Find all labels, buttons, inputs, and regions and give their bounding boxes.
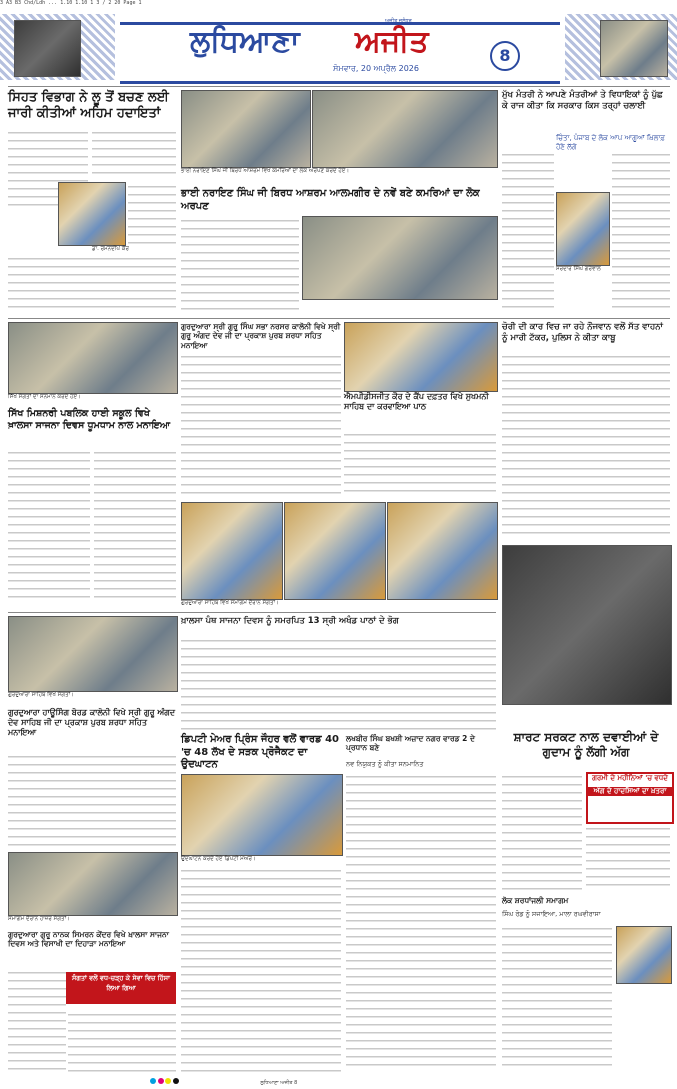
article-5-body-2: [94, 448, 176, 598]
article-1-body-3: [128, 182, 176, 244]
article-12-headline: ਲਖਬੀਰ ਸਿੰਘ ਬਖਸ਼ੀ ਅਜ਼ਾਦ ਨਗਰ ਵਾਰਡ 2 ਦੇ ਪ੍ਰਧਾਨ ਬਣੇ: [346, 734, 475, 753]
article-15-headline: ਲੋਕ ਸ਼ਰਧਾਂਜਲੀ ਸਮਾਗਮ: [502, 896, 569, 905]
print-header: 3 A3 B3 Chd/Ldh ... 1.10 1.10 1 3 / 2 20 Page 1: [0, 0, 142, 6]
footer: [0, 1078, 677, 1089]
article-8-photo-1: [181, 502, 283, 600]
article-14-headline: ਗੁਰਦੁਆਰਾ ਗੁਰੂ ਨਾਨਕ ਸਿਮਰਨ ਕੇਂਦਰ ਵਿਖੇ ਖ਼ਾਲਸਾ ਸਾਜਨਾ ਦਿਵਸ ਅਤੇ ਵਿਸਾਖੀ ਦਾ ਦਿਹਾੜਾ ਮਨਾਇਆ: [8, 930, 169, 949]
issue-date: ਸੋਮਵਾਰ, 20 ਅਪ੍ਰੈਲ 2026: [333, 64, 419, 73]
masthead-right-photo: [600, 20, 668, 77]
article-8-photo-2: [284, 502, 386, 600]
article-2-caption: ਭਾਈ ਨਰਾਇਣ ਸਿੰਘ ਜੀ ਬਿਰਧ ਆਸ਼ਰਮ ਵਿਖੇ ਕਮਰਿਆਂ ਦਾ ਲੋਕ ਅਰਪਣ ਕਰਦੇ ਹੋਏ।: [181, 168, 350, 174]
article-13-callout-line2: ਅੱਗ ਦੇ ਹਾਦਸਿਆਂ ਦਾ ਖ਼ਤਰਾ: [588, 787, 672, 796]
article-9-headline: ਖ਼ਾਲਸਾ ਪੰਥ ਸਾਜਨਾ ਦਿਵਸ ਨੂੰ ਸਮਰਪਿਤ 13 ਸ੍ਰੀ ਅਖੰਡ ਪਾਠਾਂ ਦੇ ਭੋਗ: [181, 616, 399, 626]
black-swatch-icon: [173, 1078, 179, 1084]
article-2-photo-1: [181, 90, 311, 168]
article-3-caption: ਸਰਦਾਰ ਸਿੰਘ ਗਰੇਵਾਲ: [556, 266, 601, 272]
paper-name: ਅਜੀਤ: [355, 24, 429, 59]
page-title: ਲੁਧਿਆਣਾ: [190, 24, 300, 59]
article-3-photo: [556, 192, 610, 266]
article-2-headline: ਭਾਈ ਨਰਾਇਣ ਸਿੰਘ ਜੀ ਬਿਰਧ ਆਸ਼ਰਮ ਆਲਮਗੀਰ ਦੇ ਨਵੇਂ ਬਣੇ ਕਮਰਿਆਂ ਦਾ ਲੋਕ ਅਰਪਣ: [181, 188, 480, 212]
article-12-body: [346, 772, 496, 1072]
article-2-photo-2: [312, 90, 498, 168]
article-13-callout-line1: ਗਰਮੀ ਦੇ ਮਹੀਨਿਆਂ 'ਚ ਵਧਦੇ: [592, 774, 668, 782]
footer-text: ਲੁਧਿਆਣਾ ਅਜੀਤ 8: [260, 1080, 298, 1086]
article-5-body: [8, 448, 90, 598]
article-3-body: [502, 150, 554, 310]
article-13-headline: ਸ਼ਾਰਟ ਸਰਕਟ ਨਾਲ ਦਵਾਈਆਂ ਦੇ ਗੁਦਾਮ ਨੂੰ ਲੱਗੀ ਅੱਗ: [513, 730, 659, 759]
article-6-headline: ਐਮਪੀਡੀਸਜੀਤ ਕੌਰ ਦੇ ਕੈਂਪ ਦਫ਼ਤਰ ਵਿਖੇ ਸੁਖਮਨੀ ਸਾਹਿਬ ਦਾ ਕਰਵਾਇਆ ਪਾਠ: [344, 392, 489, 411]
article-14-callout: ਸੰਗਤਾਂ ਵਲੋਂ ਵਧ-ਚੜ੍ਹ ਕੇ ਸੇਵਾ ਵਿਚ ਹਿੱਸਾ ਲਿਆ ਗਿਆ: [66, 972, 176, 1004]
article-4-caption: ਸਿੱਖ ਸੰਗਤਾਂ ਦਾ ਸਨਮਾਨ ਕਰਦੇ ਹੋਏ।: [8, 394, 81, 400]
article-12-sub: ਨਵ ਨਿਯੁਕਤ ਨੂੰ ਕੀਤਾ ਸਨਮਾਨਿਤ: [346, 760, 424, 768]
article-10-headline: ਗੁਰਦੁਆਰਾ ਹਾਊਸਿੰਗ ਬੋਰਡ ਕਾਲੋਨੀ ਵਿਖੇ ਸ੍ਰੀ ਗੁਰੂ ਅੰਗਦ ਦੇਵ ਸਾਹਿਬ ਜੀ ਦਾ ਪ੍ਰਕਾਸ਼ ਪੁਰਬ ਸ਼ਰਧਾ ਸਹਿਤ ਮਨਾਇਆ: [8, 708, 176, 737]
page-number: 8: [490, 41, 520, 71]
masthead-rule: [8, 86, 670, 87]
article-11-headline: ਡਿਪਟੀ ਮੇਅਰ ਪ੍ਰਿੰਸ ਜੌਹਰ ਵਲੋਂ ਵਾਰਡ 40 'ਚ 48 ਲੱਖ ਦੇ ਸੜਕ ਪ੍ਰੋਜੈਕਟ ਦਾ ਉਦਘਾਟਨ: [181, 734, 340, 770]
article-10-caption: ਗੁਰਦੁਆਰਾ ਸਾਹਿਬ ਵਿਖੇ ਸੰਗਤਾਂ।: [8, 692, 74, 698]
article-14-photo: [8, 852, 178, 916]
article-1-caption: ਡਾ. ਰਮਨਦੀਪ ਕੌਰ: [92, 246, 129, 252]
row-rule-1: [8, 318, 670, 319]
article-3-body-2: [612, 150, 670, 310]
article-13-body-2: [586, 824, 670, 892]
article-8-photo-3: [387, 502, 498, 600]
article-14-body-2: [68, 1010, 176, 1072]
article-10-photo: [8, 616, 178, 692]
article-15-body: [502, 924, 612, 1072]
article-11-caption: ਉਦਘਾਟਨ ਕਰਦੇ ਹੋਏ ਡਿਪਟੀ ਮੇਅਰ।: [181, 856, 256, 862]
article-2-body: [181, 216, 299, 314]
article-1-body-2: [92, 128, 176, 180]
cyan-swatch-icon: [150, 1078, 156, 1084]
article-13-callout: [586, 772, 674, 824]
article-9-body: [181, 636, 496, 730]
article-14-caption: ਸਮਾਗਮ ਦੌਰਾਨ ਹਾਜ਼ਰ ਸੰਗਤਾਂ।: [8, 916, 70, 922]
article-14-body: [8, 968, 66, 1072]
article-8-caption: ਗੁਰਦੁਆਰਾ ਸਾਹਿਬ ਵਿਖੇ ਸਮਾਗਮ ਦੌਰਾਨ ਸੰਗਤਾਂ।: [181, 600, 279, 606]
article-13-body: [502, 772, 582, 892]
magenta-swatch-icon: [158, 1078, 164, 1084]
article-7-photo: [502, 545, 672, 705]
yellow-swatch-icon: [165, 1078, 171, 1084]
article-6-photo: [344, 322, 498, 392]
article-3-quote: ਚਿੰਤਾ, ਪੰਜਾਬ ਦੇ ਲੋਕ ਆਪ ਆਗੂਆਂ ਖ਼ਿਲਾਫ਼ ਹੋਣੇ ਲੱਗੇ: [556, 134, 665, 151]
article-5-headline: ਸਿੱਖ ਮਿਸ਼ਨਰੀ ਪਬਲਿਕ ਹਾਈ ਸਕੂਲ ਵਿਖੇ ਖ਼ਾਲਸਾ ਸਾਜਨਾ ਦਿਵਸ ਧੂਮਧਾਮ ਨਾਲ ਮਨਾਇਆ: [8, 408, 171, 431]
article-15-photo: [616, 926, 672, 984]
article-2-photo-3: [302, 216, 498, 300]
article-4-headline: ਗੁਰਦੁਆਰਾ ਸ੍ਰੀ ਗੁਰੂ ਸਿੰਘ ਸਭਾ ਨਰਸਰ ਕਾਲੋਨੀ ਵਿਖੇ ਸ੍ਰੀ ਗੁਰੂ ਅੰਗਦ ਦੇਵ ਜੀ ਦਾ ਪ੍ਰਕਾਸ਼ ਪੁਰਬ ਸ਼ਰਧਾ ਸਹਿਤ ਮਨਾਇਆ: [181, 322, 341, 350]
article-7-body: [502, 352, 670, 540]
article-11-body: [181, 866, 341, 1072]
article-1-photo: [58, 182, 126, 246]
masthead-left-photo: [14, 20, 81, 77]
article-10-body: [8, 752, 176, 846]
article-3-headline: ਮੁੱਖ ਮੰਤਰੀ ਨੇ ਆਪਣੇ ਮੰਤਰੀਆਂ ਤੇ ਵਿਧਾਇਕਾਂ ਨੂੰ ਪੁੱਛ ਕੇ ਰਾਜ ਕੀਤਾ ਕਿ ਸਰਕਾਰ ਕਿਸ ਤਰ੍ਹਾਂ ਚਲਾਈ: [502, 90, 663, 111]
article-11-photo: [181, 774, 343, 856]
article-6-body: [344, 430, 496, 498]
article-4-body: [181, 352, 341, 498]
article-1-body-4: [8, 254, 176, 314]
article-7-headline: ਚੋਰੀ ਦੀ ਕਾਰ ਵਿਚ ਜਾ ਰਹੇ ਨੌਜਵਾਨ ਵਲੋਂ ਸੱਤ ਵਾਹਨਾਂ ਨੂੰ ਮਾਰੀ ਟੱਕਰ, ਪੁਲਿਸ ਨੇ ਕੀਤਾ ਕਾਬੂ: [502, 322, 663, 343]
masthead-sub: ਅਜੀਤ ਜਲੰਧਰ: [385, 18, 412, 24]
article-15-sub: ਸਿੰਘ ਰੋਡ ਨੂੰ ਸਜਾਇਆ, ਮਾਲਾ ਰਘਵੀਰਾਸਾ: [502, 910, 601, 918]
article-4-photo: [8, 322, 178, 394]
article-1-headline: ਸਿਹਤ ਵਿਭਾਗ ਨੇ ਲੂ ਤੋਂ ਬਚਣ ਲਈ ਜਾਰੀ ਕੀਤੀਆਂ ਅਹਿਮ ਹਦਾਇਤਾਂ: [8, 90, 169, 122]
row-rule-2: [8, 612, 496, 613]
